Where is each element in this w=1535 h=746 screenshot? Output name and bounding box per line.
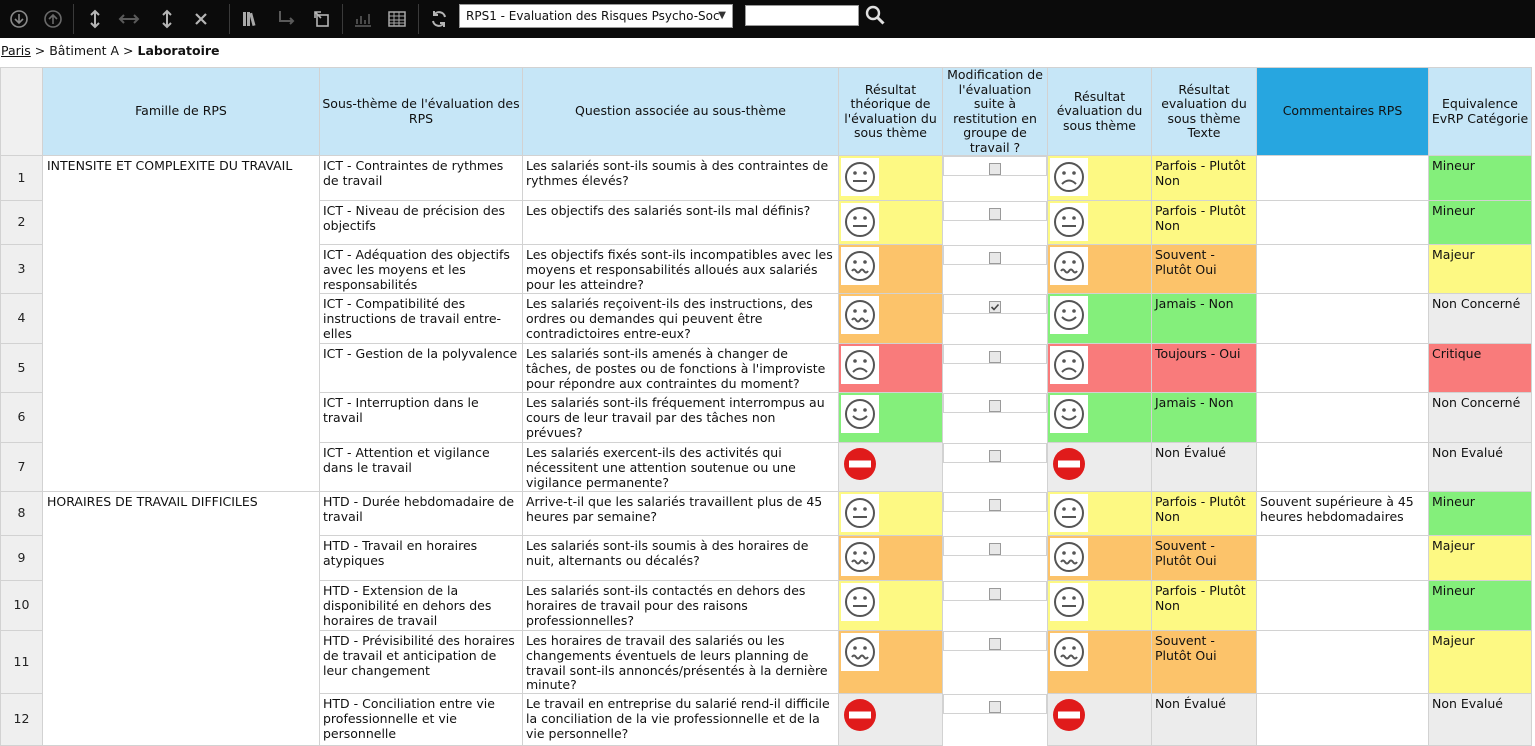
neutral-face-icon (841, 494, 879, 532)
neutral-face-icon (841, 583, 879, 621)
equivalence-cell[interactable]: Mineur (1429, 581, 1532, 631)
resultat-texte-cell[interactable]: Toujours - Oui (1152, 344, 1257, 393)
sad-face-icon (1050, 346, 1088, 384)
breadcrumb-batiment[interactable]: Bâtiment A (49, 43, 120, 58)
neutral-face-icon (1050, 583, 1088, 621)
header-texte[interactable]: Résultat evaluation du sous thème Texte (1152, 68, 1257, 156)
resultat-cell[interactable] (1048, 344, 1152, 393)
sous-theme-cell[interactable]: HTD - Travail en horaires atypiques (320, 536, 523, 581)
resultat-cell[interactable] (1048, 443, 1152, 492)
resultat-cell[interactable] (1048, 581, 1152, 631)
equivalence-cell[interactable]: Majeur (1429, 245, 1532, 294)
modification-checkbox[interactable] (989, 543, 1001, 555)
equivalence-cell[interactable]: Non Evalué (1429, 694, 1532, 746)
search-icon[interactable] (864, 4, 888, 28)
header-equivalence[interactable]: Equivalence EvRP Catégorie (1429, 68, 1532, 156)
row-number: 3 (1, 245, 43, 294)
neutral-face-icon (1050, 203, 1088, 241)
modification-checkbox[interactable] (989, 400, 1001, 412)
neutral-face-icon (1050, 494, 1088, 532)
modification-checkbox[interactable] (989, 351, 1001, 363)
row-number: 10 (1, 581, 43, 631)
breadcrumb-current: Laboratoire (137, 43, 220, 58)
resultat-cell[interactable] (1048, 245, 1152, 294)
breadcrumb-paris[interactable]: Paris (1, 43, 31, 58)
modification-cell (943, 201, 1047, 221)
smile-face-icon (1050, 395, 1088, 433)
sad-face-icon (841, 346, 879, 384)
sous-theme-cell[interactable]: HTD - Prévisibilité des horaires de travail et anticipation de leur changement (320, 631, 523, 694)
equivalence-cell[interactable]: Majeur (1429, 631, 1532, 694)
row-number: 7 (1, 443, 43, 492)
commentaire-cell[interactable] (1257, 581, 1429, 631)
question-cell[interactable]: Les salariés exercent-ils des activités qui nécessitent une attention soutenue ou une vigilance permanente? (523, 443, 839, 492)
header-question[interactable]: Question associée au sous-thème (523, 68, 839, 156)
equivalence-cell[interactable]: Mineur (1429, 156, 1532, 201)
resultat-texte-cell[interactable]: Parfois - Plutôt Non (1152, 156, 1257, 201)
resultat-texte-cell[interactable]: Souvent - Plutôt Oui (1152, 536, 1257, 581)
resultat-texte-cell[interactable]: Parfois - Plutôt Non (1152, 581, 1257, 631)
stop-icon (1050, 445, 1088, 483)
question-cell[interactable]: Le travail en entreprise du salarié rend-il difficile la conciliation de la vie professionnelle et de la vie personnelle? (523, 694, 839, 746)
question-cell[interactable]: Les salariés sont-ils fréquement interrompus au cours de leur travail par des tâches non prévues? (523, 393, 839, 443)
modification-checkbox[interactable] (989, 252, 1001, 264)
commentaire-cell[interactable] (1257, 201, 1429, 245)
commentaire-cell[interactable] (1257, 631, 1429, 694)
library-icon[interactable] (236, 0, 266, 38)
row-number: 12 (1, 694, 43, 746)
row-number: 9 (1, 536, 43, 581)
sous-theme-cell[interactable]: HTD - Durée hebdomadaire de travail (320, 492, 523, 536)
resultat-texte-cell[interactable]: Parfois - Plutôt Non (1152, 492, 1257, 536)
resultat-cell[interactable] (1048, 694, 1152, 746)
commentaire-cell[interactable] (1257, 294, 1429, 344)
neutral-face-icon (841, 158, 879, 196)
commentaire-cell[interactable]: Souvent supérieure à 45 heures hebdomadaires (1257, 492, 1429, 536)
modification-checkbox[interactable] (989, 638, 1001, 650)
commentaire-cell[interactable] (1257, 393, 1429, 443)
commentaire-cell[interactable] (1257, 536, 1429, 581)
resultat-texte-cell[interactable]: Souvent - Plutôt Oui (1152, 245, 1257, 294)
row-number: 5 (1, 344, 43, 393)
header-resultat[interactable]: Résultat évaluation du sous thème (1048, 68, 1152, 156)
breadcrumb (0, 40, 220, 62)
row-number: 8 (1, 492, 43, 536)
neutral-face-icon (841, 203, 879, 241)
modification-checkbox[interactable] (989, 208, 1001, 220)
move-right-icon[interactable] (114, 0, 144, 38)
row-header-corner (1, 68, 43, 156)
equivalence-cell[interactable]: Critique (1429, 344, 1532, 393)
theorique-cell[interactable] (839, 245, 943, 294)
modification-checkbox[interactable] (989, 301, 1001, 313)
header-modification[interactable]: Modification de l'évaluation suite à restitution en groupe de travail ? (943, 68, 1048, 156)
modification-checkbox[interactable] (989, 499, 1001, 511)
sous-theme-cell[interactable]: ICT - Gestion de la polyvalence (320, 344, 523, 393)
commentaire-cell[interactable] (1257, 694, 1429, 746)
sous-theme-cell[interactable]: HTD - Extension de la disponibilité en dehors des horaires de travail (320, 581, 523, 631)
question-cell[interactable]: Les objectifs des salariés sont-ils mal définis? (523, 201, 839, 245)
question-cell[interactable]: Arrive-t-il que les salariés travaillent plus de 45 heures par semaine? (523, 492, 839, 536)
row-number: 11 (1, 631, 43, 694)
chevron-down-icon[interactable]: ▼ (718, 10, 726, 21)
move-down-icon[interactable] (152, 0, 182, 38)
move-up-icon[interactable] (80, 0, 110, 38)
wavy-face-icon (1050, 247, 1088, 285)
toolbar (0, 0, 1535, 38)
modification-cell (943, 156, 1047, 176)
modification-cell (943, 631, 1047, 651)
stop-icon (841, 445, 879, 483)
smile-face-icon (841, 395, 879, 433)
resultat-cell[interactable] (1048, 492, 1152, 536)
row-number: 6 (1, 393, 43, 443)
evaluation-select-value: RPS1 - Evaluation des Risques Psycho-Soc (466, 9, 720, 23)
table-row (1, 156, 1532, 201)
close-icon[interactable] (186, 0, 216, 38)
breadcrumb-separator: > (123, 43, 134, 58)
modification-checkbox[interactable] (989, 588, 1001, 600)
theorique-cell[interactable] (839, 156, 943, 201)
resultat-cell[interactable] (1048, 294, 1152, 344)
modification-cell (943, 245, 1047, 265)
equivalence-cell[interactable]: Majeur (1429, 536, 1532, 581)
undo-icon[interactable] (306, 0, 336, 38)
famille-cell[interactable]: HORAIRES DE TRAVAIL DIFFICILES (43, 492, 320, 746)
wavy-face-icon (841, 538, 879, 576)
modification-cell (943, 443, 1047, 463)
equivalence-cell[interactable]: Non Concerné (1429, 294, 1532, 344)
wavy-face-icon (841, 247, 879, 285)
theorique-cell[interactable] (839, 201, 943, 245)
chart-icon[interactable] (348, 0, 378, 38)
evaluation-select[interactable] (459, 4, 733, 28)
resultat-cell[interactable] (1048, 156, 1152, 201)
modification-cell (943, 536, 1047, 556)
stop-icon (1050, 696, 1088, 734)
theorique-cell[interactable] (839, 393, 943, 443)
search-input[interactable] (745, 5, 859, 26)
theorique-cell[interactable] (839, 344, 943, 393)
sous-theme-cell[interactable]: HTD - Conciliation entre vie professionnelle et vie personnelle (320, 694, 523, 746)
stop-icon (841, 696, 879, 734)
modification-cell (943, 393, 1047, 413)
commentaire-cell[interactable] (1257, 443, 1429, 492)
resultat-texte-cell[interactable]: Jamais - Non (1152, 294, 1257, 344)
question-cell[interactable]: Les salariés sont-ils soumis à des contraintes de rythmes élevés? (523, 156, 839, 201)
question-cell[interactable]: Les salariés sont-ils soumis à des horaires de nuit, alternants ou décalés? (523, 536, 839, 581)
question-cell[interactable]: Les salariés reçoivent-ils des instructions, des ordres ou demandes qui peuvent être contradictoires entre-eux? (523, 294, 839, 344)
resultat-cell[interactable] (1048, 393, 1152, 443)
theorique-cell[interactable] (839, 492, 943, 536)
wavy-face-icon (1050, 538, 1088, 576)
sous-theme-cell[interactable]: ICT - Adéquation des objectifs avec les moyens et les responsabilités (320, 245, 523, 294)
rps-table (0, 67, 1532, 746)
theorique-cell[interactable] (839, 631, 943, 694)
resultat-cell[interactable] (1048, 631, 1152, 694)
sous-theme-cell[interactable]: ICT - Attention et vigilance dans le travail (320, 443, 523, 492)
row-number: 2 (1, 201, 43, 245)
hierarchy-icon[interactable] (272, 0, 304, 38)
modification-checkbox[interactable] (989, 163, 1001, 175)
equivalence-cell[interactable]: Mineur (1429, 201, 1532, 245)
sous-theme-cell[interactable]: ICT - Niveau de précision des objectifs (320, 201, 523, 245)
resultat-texte-cell[interactable]: Non Évalué (1152, 443, 1257, 492)
theorique-cell[interactable] (839, 294, 943, 344)
modification-cell (943, 694, 1047, 714)
equivalence-cell[interactable]: Non Concerné (1429, 393, 1532, 443)
resultat-texte-cell[interactable]: Parfois - Plutôt Non (1152, 201, 1257, 245)
question-cell[interactable]: Les salariés sont-ils amenés à changer de tâches, de postes ou de fonctions à l'improviste pour répondre aux contraintes du moment? (523, 344, 839, 393)
equivalence-cell[interactable]: Non Evalué (1429, 443, 1532, 492)
commentaire-cell[interactable] (1257, 344, 1429, 393)
sous-theme-cell[interactable]: ICT - Interruption dans le travail (320, 393, 523, 443)
sad-face-icon (1050, 158, 1088, 196)
breadcrumb-separator: > (34, 43, 46, 58)
sous-theme-cell[interactable]: ICT - Contraintes de rythmes de travail (320, 156, 523, 201)
modification-cell (943, 492, 1047, 512)
modification-cell (943, 581, 1047, 601)
modification-cell (943, 294, 1047, 314)
theorique-cell[interactable] (839, 694, 943, 746)
download-icon[interactable] (4, 0, 34, 38)
row-number: 1 (1, 156, 43, 201)
question-cell[interactable]: Les salariés sont-ils contactés en dehors des horaires de travail pour des raisons professionnelles? (523, 581, 839, 631)
header-theorique[interactable]: Résultat théorique de l'évaluation du sous thème (839, 68, 943, 156)
question-cell[interactable]: Les objectifs fixés sont-ils incompatibles avec les moyens et responsabilités alloués aux salariés pour les atteindre? (523, 245, 839, 294)
wavy-face-icon (1050, 633, 1088, 671)
upload-icon[interactable] (38, 0, 68, 38)
smile-face-icon (1050, 296, 1088, 334)
modification-checkbox[interactable] (989, 701, 1001, 713)
resultat-texte-cell[interactable]: Non Évalué (1152, 694, 1257, 746)
table-icon[interactable] (382, 0, 412, 38)
refresh-icon[interactable] (424, 0, 454, 38)
famille-cell[interactable]: INTENSITE ET COMPLEXITE DU TRAVAIL (43, 156, 320, 492)
resultat-cell[interactable] (1048, 201, 1152, 245)
resultat-cell[interactable] (1048, 536, 1152, 581)
wavy-face-icon (841, 296, 879, 334)
question-cell[interactable]: Les horaires de travail des salariés ou les changements éventuels de leurs planning de travail sont-ils annoncés/présentés à la dernière minute? (523, 631, 839, 694)
modification-checkbox[interactable] (989, 450, 1001, 462)
equivalence-cell[interactable]: Mineur (1429, 492, 1532, 536)
modification-cell (943, 344, 1047, 364)
wavy-face-icon (841, 633, 879, 671)
theorique-cell[interactable] (839, 443, 943, 492)
theorique-cell[interactable] (839, 581, 943, 631)
sous-theme-cell[interactable]: ICT - Compatibilité des instructions de travail entre-elles (320, 294, 523, 344)
row-number: 4 (1, 294, 43, 344)
theorique-cell[interactable] (839, 536, 943, 581)
resultat-texte-cell[interactable]: Souvent - Plutôt Oui (1152, 631, 1257, 694)
resultat-texte-cell[interactable]: Jamais - Non (1152, 393, 1257, 443)
header-commentaires[interactable]: Commentaires RPS (1257, 68, 1429, 156)
commentaire-cell[interactable] (1257, 245, 1429, 294)
commentaire-cell[interactable] (1257, 156, 1429, 201)
header-famille[interactable]: Famille de RPS (43, 68, 320, 156)
table-row (1, 492, 1532, 536)
header-sous-theme[interactable]: Sous-thème de l'évaluation des RPS (320, 68, 523, 156)
